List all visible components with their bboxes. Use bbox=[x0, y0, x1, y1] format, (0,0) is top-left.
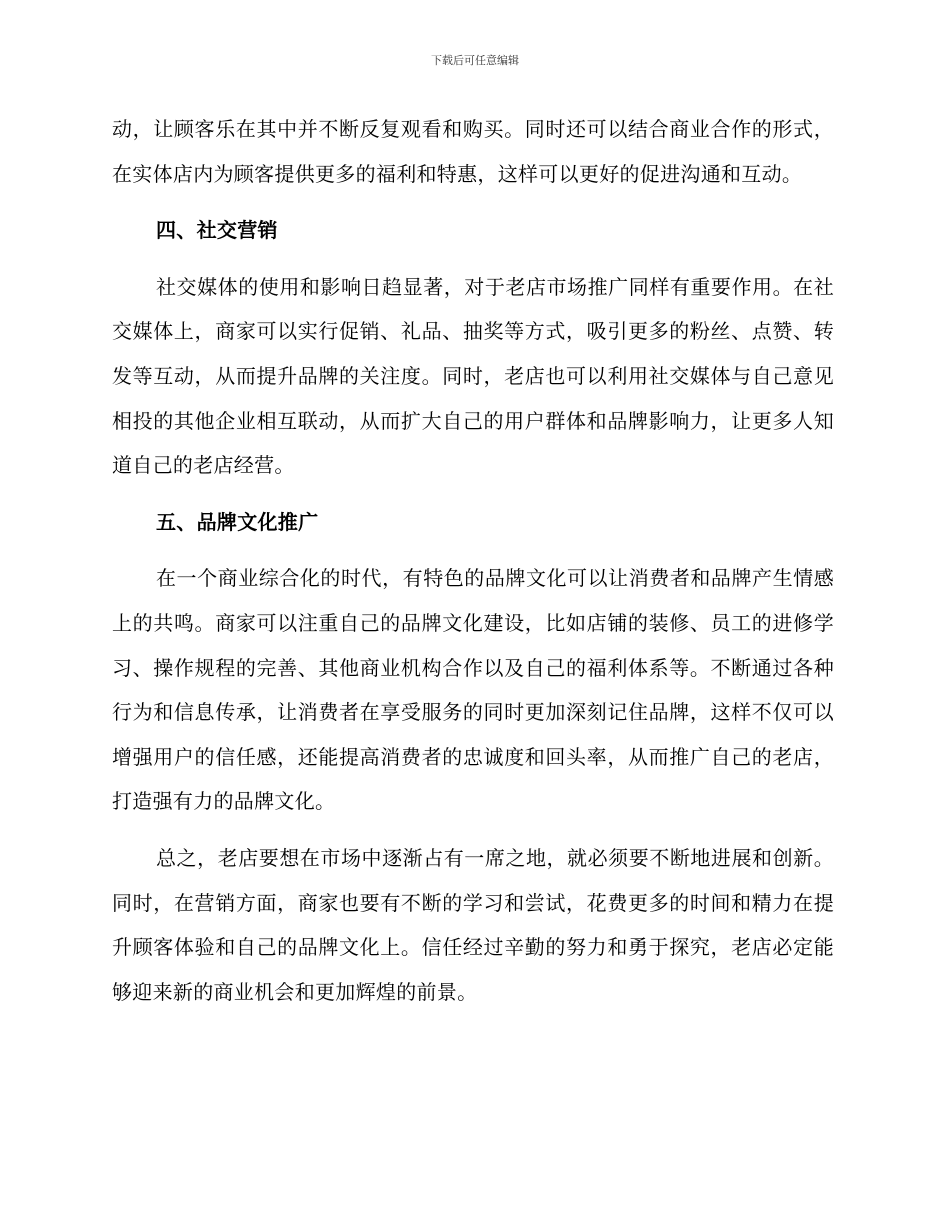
paragraph-brand-culture: 在一个商业综合化的时代，有特色的品牌文化可以让消费者和品牌产生情感上的共鸣。商家可以注重自己的品牌文化建设，比如店铺的装修、员工的进修学习、操作规程的完善、其他商业机构合作以及自己的福利体系等。不断通过各种行为和信息传承，让消费者在享受服务的同时更加深刻记住品牌，这样不仅可以增强用户的信任感，还能提高消费者的忠诚度和回头率，从而推广自己的老店，打造强有力的品牌文化。 bbox=[112, 566, 834, 814]
section-heading-social-marketing: 四、社交营销 bbox=[156, 218, 278, 243]
paragraph-interaction: 动，让顾客乐在其中并不断反复观看和购买。同时还可以结合商业合作的形式，在实体店内为顾客提供更多的福利和特惠，这样可以更好的促进沟通和互动。 bbox=[112, 117, 834, 186]
paragraph-social-marketing: 社交媒体的使用和影响日趋显著，对于老店市场推广同样有重要作用。在社交媒体上，商家可以实行促销、礼品、抽奖等方式，吸引更多的粉丝、点赞、转发等互动，从而提升品牌的关注度。同时，老店也可以利用社交媒体与自己意见相投的其他企业相互联动，从而扩大自己的用户群体和品牌影响力，让更多人知道自己的老店经营。 bbox=[112, 274, 834, 478]
paragraph-conclusion: 总之，老店要想在市场中逐渐占有一席之地，就必须要不断地进展和创新。同时，在营销方面，商家也要有不断的学习和尝试，花费更多的时间和精力在提升顾客体验和自己的品牌文化上。信任经过辛勤的努力和勇于探究，老店必定能够迎来新的商业机会和更加辉煌的前景。 bbox=[112, 845, 834, 1004]
document-body bbox=[112, 107, 834, 1014]
section-heading-brand-culture: 五、品牌文化推广 bbox=[156, 509, 319, 534]
page-header-note: 下载后可任意编辑 bbox=[431, 54, 519, 67]
